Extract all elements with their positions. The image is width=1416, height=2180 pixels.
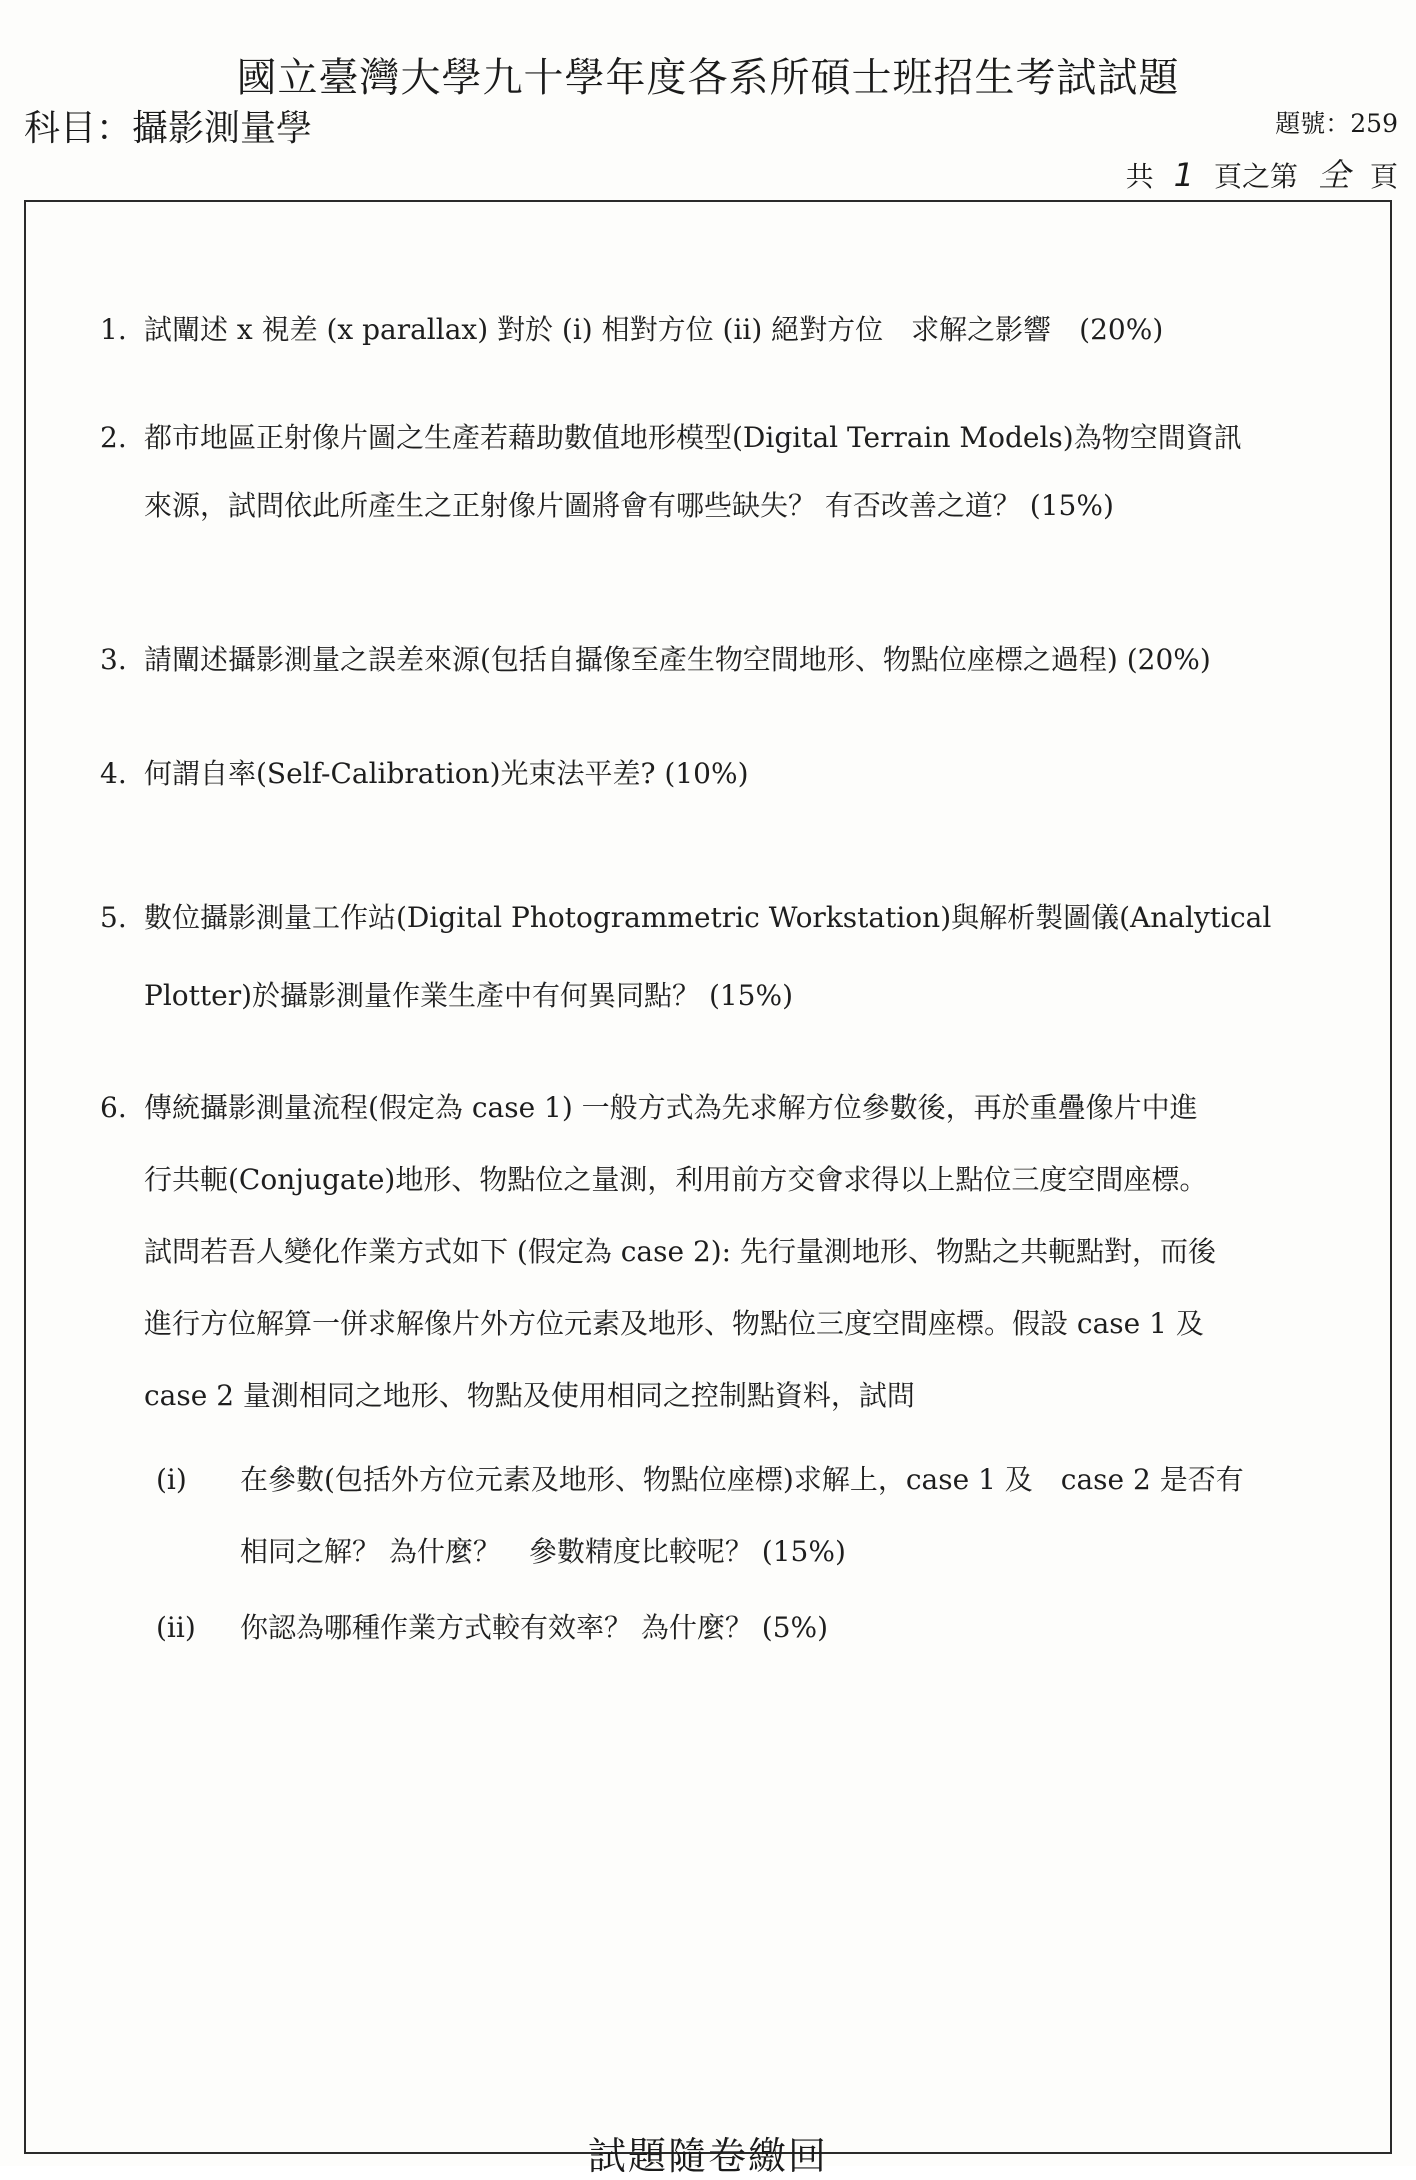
page-suffix: 頁 (1369, 160, 1398, 193)
sub-question-text: 相同之解？ 為什麼？ 參數精度比較呢？ (15%) (240, 1535, 846, 1568)
exam-title: 國立臺灣大學九十學年度各系所碩士班招生考試試題 (236, 55, 1180, 101)
question-text: 數位攝影測量工作站(Digital Photogrammetric Workstation)與解析製圖儀(Analytical (144, 901, 1272, 934)
question-number: 1. (100, 313, 127, 346)
page-mid: 頁之第 (1213, 160, 1298, 193)
question-text: 試問若吾人變化作業方式如下 (假定為 case 2): 先行量測地形、物點之共軛點對，而後 (144, 1235, 1217, 1268)
page-prefix: 共 (1125, 160, 1154, 193)
sub-question-label: (i) (156, 1463, 187, 1496)
question-number: 6. (100, 1091, 127, 1124)
subject-label: 科目：攝影測量學 (24, 108, 313, 149)
page-total: 1 (1173, 156, 1194, 194)
return-notice: 試題隨卷繳回 (587, 2134, 828, 2178)
sub-question-text: 在參數(包括外方位元素及地形、物點位座標)求解上，case 1 及 case 2 是否有 (240, 1463, 1244, 1496)
question-text: Plotter)於攝影測量作業生產中有何異同點？ (15%) (144, 979, 794, 1012)
page-count (1126, 150, 1398, 196)
sub-question-text: 你認為哪種作業方式較有效率？ 為什麼？ (5%) (240, 1611, 829, 1644)
question-text: 請闡述攝影測量之誤差來源(包括自攝像至產生物空間地形、物點位座標之過程) (20%) (144, 643, 1211, 676)
question-text: case 2 量測相同之地形、物點及使用相同之控制點資料，試問 (144, 1379, 915, 1412)
question-number: 4. (100, 757, 127, 790)
exam-number: 題號：259 (1275, 109, 1398, 138)
question-text: 進行方位解算一併求解像片外方位元素及地形、物點位三度空間座標。假設 case 1 及 (144, 1307, 1204, 1340)
question-text: 試闡述 x 視差 (x parallax) 對於 (i) 相對方位 (ii) 絕對方位 求解之影響 (20%) (144, 313, 1164, 346)
question-number: 2. (100, 421, 127, 454)
question-text: 傳統攝影測量流程(假定為 case 1) 一般方式為先求解方位參數後，再於重疊像片中進 (144, 1091, 1198, 1124)
page-current: 全 (1317, 156, 1350, 194)
question-text: 何謂自率(Self-Calibration)光束法平差? (10%) (144, 757, 749, 790)
question-text: 都市地區正射像片圖之生產若藉助數值地形模型(Digital Terrain Models)為物空間資訊 (144, 421, 1242, 454)
question-number: 5. (100, 901, 127, 934)
question-number: 3. (100, 643, 127, 676)
question-text: 行共軛(Conjugate)地形、物點位之量測，利用前方交會求得以上點位三度空間座標。 (144, 1163, 1208, 1196)
question-text: 來源，試問依此所產生之正射像片圖將會有哪些缺失？ 有否改善之道？ (15%) (144, 489, 1114, 522)
sub-question-label: (ii) (156, 1611, 196, 1644)
